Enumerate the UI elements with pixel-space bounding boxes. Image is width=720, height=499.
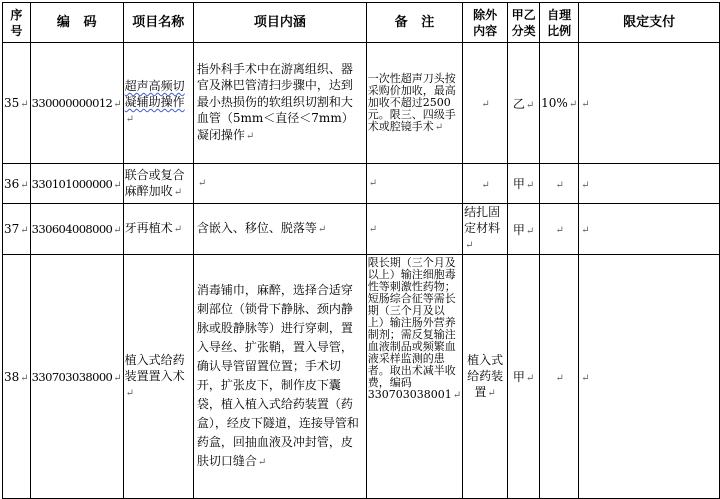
header-code: 编 码 bbox=[30, 3, 123, 43]
cell-code: 330604008000↵ bbox=[30, 204, 123, 255]
cell-class: 乙↵ bbox=[507, 43, 539, 164]
cell-code: 330703038000↵ bbox=[30, 255, 123, 499]
cell-limit: ↵ bbox=[579, 43, 720, 164]
cell-content: ↵ bbox=[193, 164, 366, 204]
cell-seq: 35↵ bbox=[3, 43, 31, 164]
cell-name: 植入式给药装置置入术↵ bbox=[123, 255, 193, 499]
cell-limit: ↵ bbox=[579, 255, 720, 499]
cell-remark: ↵ bbox=[366, 164, 462, 204]
header-content: 项目内涵 bbox=[193, 3, 366, 43]
cell-excluded: 结扎固定材料↵ bbox=[463, 204, 508, 255]
header-limit: 限定支付 bbox=[579, 3, 720, 43]
cell-remark: 限长期（三个月及以上）输注细胞毒性等刺激性药物；短肠综合征等需长期（三个月及以上）输注肠外营养制剂；需反复输注血液制品或频繁血液采样监测的患者。取出术减半收费，编码330703038001↵ bbox=[366, 255, 462, 499]
cell-ratio: ↵ bbox=[540, 164, 579, 204]
cell-seq: 36↵ bbox=[3, 164, 31, 204]
cell-limit: ↵ bbox=[579, 204, 720, 255]
cell-name: 联合或复合麻醉加收↵ bbox=[123, 164, 193, 204]
price-table bbox=[2, 2, 720, 499]
cell-class: 甲↵ bbox=[507, 164, 539, 204]
cell-limit: ↵ bbox=[579, 164, 720, 204]
cell-code: 330000000012↵ bbox=[30, 43, 123, 164]
cell-ratio: ↵ bbox=[540, 204, 579, 255]
table-row bbox=[3, 204, 720, 255]
cell-name: 超声高频切凝辅助操作↵ bbox=[123, 43, 193, 164]
header-row bbox=[3, 3, 720, 43]
header-seq: 序 号 bbox=[3, 3, 31, 43]
cell-content: 消毒铺巾，麻醉，选择合适穿刺部位（锁骨下静脉、颈内静脉或股静脉等）进行穿刺，置入导丝、扩张鞘，置入导管，确认导管留置位置；手术切开，扩张皮下，制作皮下囊袋，植入植入式给药装置（药盒），经皮下隧道，连接导管和药盒，回抽血液及冲封管，皮肤切口缝合↵ bbox=[193, 255, 366, 499]
cell-excluded: ↵ bbox=[463, 43, 508, 164]
cell-remark: ↵ bbox=[366, 204, 462, 255]
cell-content: 指外科手术中在游离组织、器官及淋巴管清扫步骤中，达到最小热损伤的软组织切割和大血管（5mm＜直径＜7mm）凝闭操作↵ bbox=[193, 43, 366, 164]
header-class: 甲乙 分类 bbox=[507, 3, 539, 43]
header-name: 项目名称 bbox=[123, 3, 193, 43]
cell-ratio: ↵ bbox=[540, 255, 579, 499]
cell-class: 甲↵ bbox=[507, 204, 539, 255]
cell-seq: 38↵ bbox=[3, 255, 31, 499]
cell-class: 甲↵ bbox=[507, 255, 539, 499]
header-remark: 备 注 bbox=[366, 3, 462, 43]
header-excluded: 除外 内容 bbox=[463, 3, 508, 43]
cell-name: 牙再植术↵ bbox=[123, 204, 193, 255]
cell-ratio: 10%↵ bbox=[540, 43, 579, 164]
cell-remark: 一次性超声刀头按采购价加收，最高加收不超过2500元。限三、四级手术或腔镜手术↵ bbox=[366, 43, 462, 164]
table-row bbox=[3, 164, 720, 204]
cell-excluded: ↵ bbox=[463, 164, 508, 204]
cell-seq: 37↵ bbox=[3, 204, 31, 255]
cell-content: 含嵌入、移位、脱落等↵ bbox=[193, 204, 366, 255]
table-row bbox=[3, 255, 720, 499]
table-row bbox=[3, 43, 720, 164]
header-ratio: 自理 比例 bbox=[540, 3, 579, 43]
cell-excluded: 植入式给药装置↵ bbox=[463, 255, 508, 499]
cell-code: 330101000000↵ bbox=[30, 164, 123, 204]
